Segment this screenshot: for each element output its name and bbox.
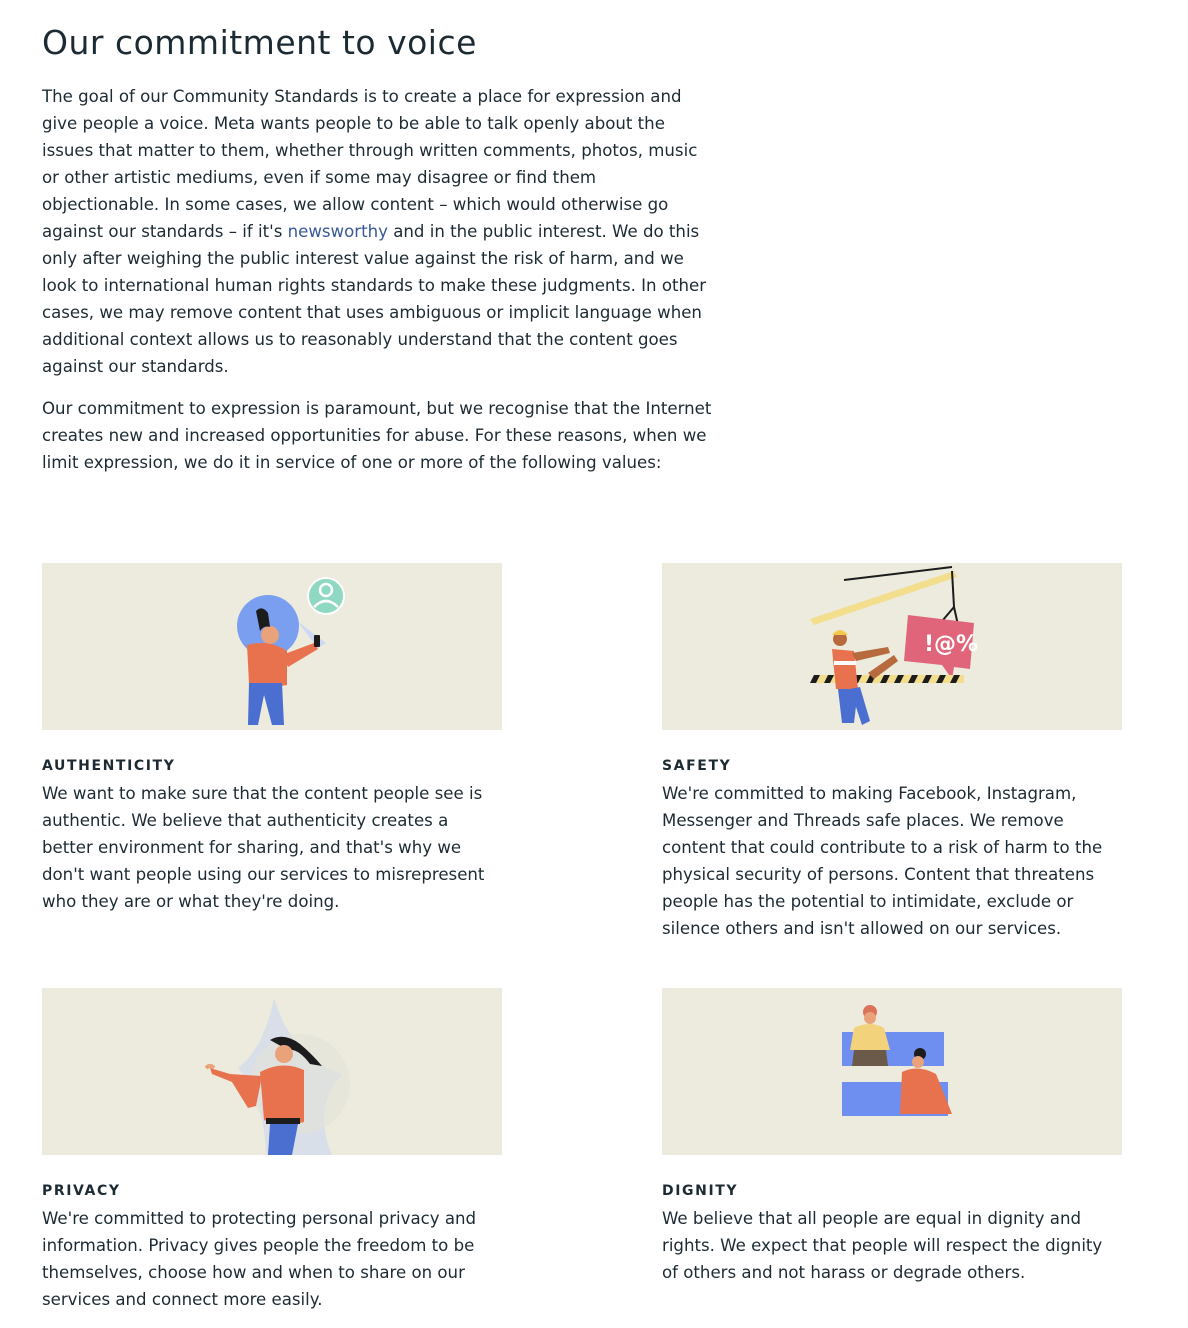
privacy-title: PRIVACY — [42, 1183, 121, 1199]
intro-text-before-link: The goal of our Community Standards is to create a place for expression and give people a voice. Meta wants people to be able to talk openly about the issues that matter to them, whether through written comments, photos, music or other artistic mediums, even if some may disagree or find them objectionable. In some cases, we allow content – which would otherwise go against our standards – if it's — [42, 87, 698, 241]
values-intro-paragraph: Our commitment to expression is paramount, but we recognise that the Internet creates new and increased opportunities for abuse. For these reasons, when we limit expression, we do it in service of one or more of the following values: — [42, 399, 712, 472]
privacy-body: We're committed to protecting personal privacy and information. Privacy gives people the freedom to be themselves, choose how and when to share on our services and connect more easily. — [42, 1209, 477, 1309]
newsworthy-link[interactable]: newsworthy — [287, 222, 388, 241]
safety-body: We're committed to making Facebook, Instagram, Messenger and Threads safe places. We remove content that could contribute to a risk of harm to the physical security of persons. Content that threatens people has the potential to intimidate, exclude or silence others and isn't allowed on our services. — [662, 784, 1103, 938]
value-card-privacy — [42, 988, 502, 1313]
privacy-illustration — [42, 988, 502, 1155]
safety-illustration — [662, 563, 1122, 730]
intro-text-after-link: and in the public interest. We do this only after weighing the public interest value against the risk of harm, and we look to international human rights standards to make these judgments. In other cases, we may remove content that uses ambiguous or implicit language when additional context allows us to reasonably understand that the content goes against our standards. — [42, 222, 707, 376]
authenticity-illustration — [42, 563, 502, 730]
dignity-title: DIGNITY — [662, 1183, 739, 1199]
authenticity-title: AUTHENTICITY — [42, 758, 176, 774]
dignity-illustration — [662, 988, 1122, 1155]
page-title: Our commitment to voice — [42, 23, 477, 62]
dignity-body: We believe that all people are equal in dignity and rights. We expect that people will respect the dignity of others and not harass or degrade others. — [662, 1209, 1103, 1282]
intro-paragraph — [42, 83, 712, 380]
value-card-authenticity — [42, 563, 502, 915]
authenticity-body: We want to make sure that the content people see is authentic. We believe that authenticity creates a better environment for sharing, and that's why we don't want people using our services to misrepresent who they are or what they're doing. — [42, 784, 485, 911]
value-card-dignity — [662, 988, 1122, 1286]
bubble-text: !@% — [924, 632, 979, 657]
value-card-safety — [662, 563, 1122, 942]
safety-title: SAFETY — [662, 758, 732, 774]
